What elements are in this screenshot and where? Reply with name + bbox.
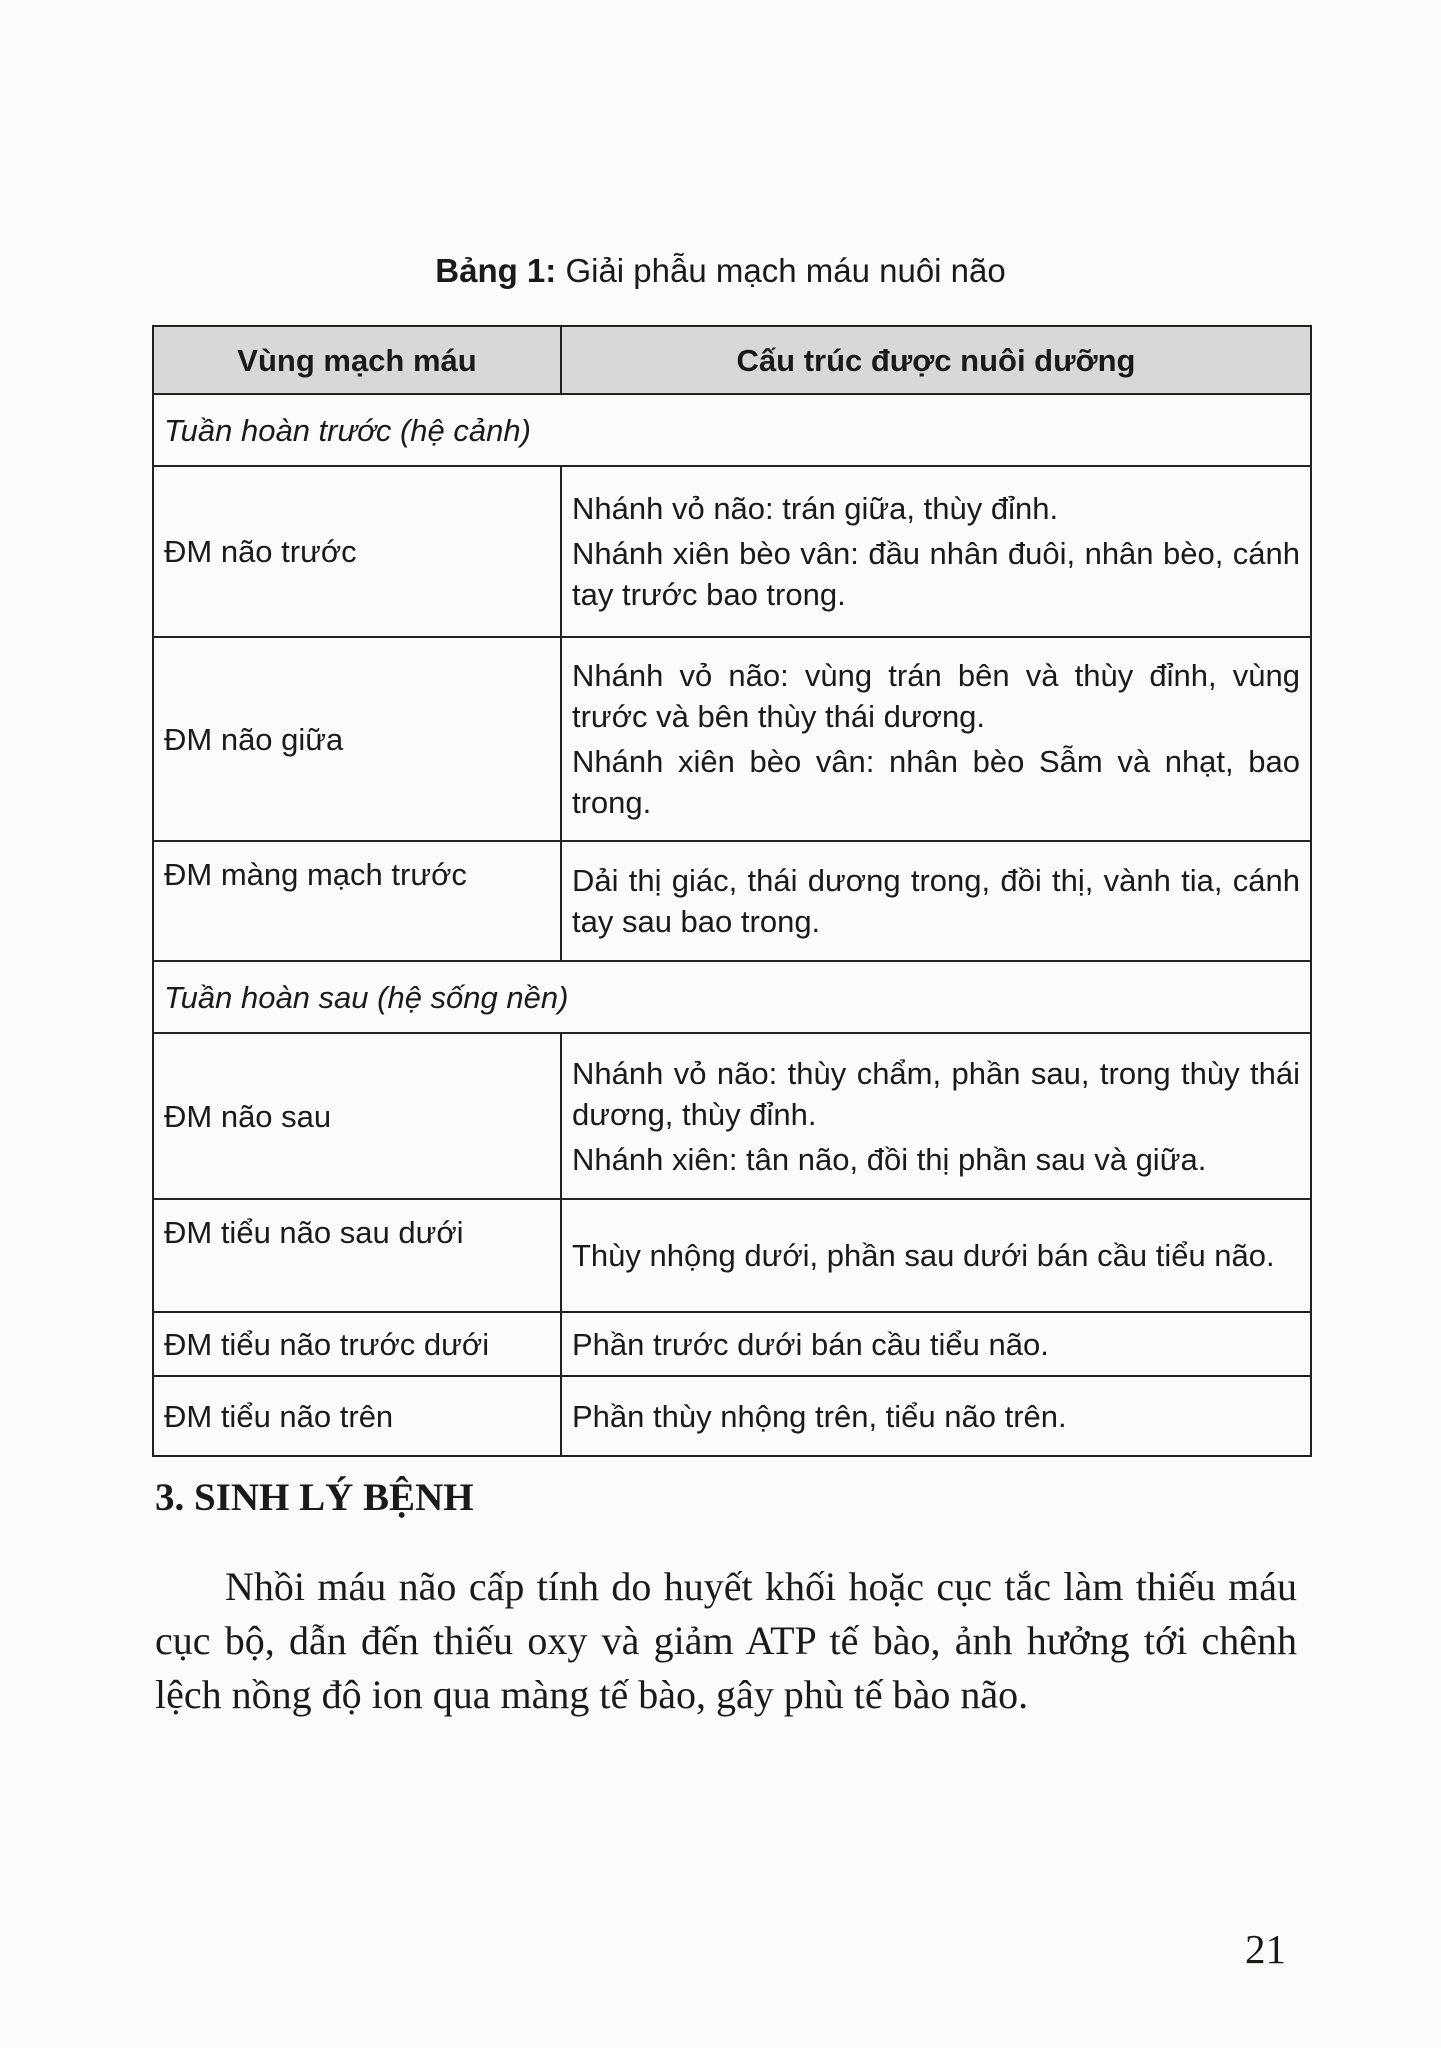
table-row [153, 1199, 1311, 1312]
vessel-name: ĐM não giữa [153, 637, 561, 841]
table-row [153, 1033, 1311, 1199]
section-row [153, 961, 1311, 1033]
body-paragraph: Nhồi máu não cấp tính do huyết khối hoặc cục tắc làm thiếu máu cục bộ, dẫn đến thiếu oxy và giảm ATP tế bào, ảnh hưởng tới chênh lệch nồng độ ion qua màng tế bào, gây phù tế bào não. [155, 1564, 1297, 1717]
section-title: Tuần hoàn sau (hệ sống nền) [153, 961, 1311, 1033]
structure-cell [561, 637, 1311, 841]
vessel-name: ĐM tiểu não sau dưới [153, 1199, 561, 1312]
structure-cell [561, 1033, 1311, 1199]
section-title: Tuần hoàn trước (hệ cảnh) [153, 394, 1311, 466]
vessel-name: ĐM não sau [153, 1033, 561, 1199]
table-header-row [153, 326, 1311, 394]
structure-text: Phần thùy nhộng trên, tiểu não trên. [572, 1398, 1067, 1434]
page-number: 21 [1245, 1926, 1286, 1972]
structure-cell [561, 1312, 1311, 1376]
structure-cell [561, 1199, 1311, 1312]
section-row [153, 394, 1311, 466]
table-caption [0, 252, 1441, 290]
table-row [153, 1376, 1311, 1456]
vessel-name: ĐM não trước [153, 466, 561, 637]
structure-cell [561, 466, 1311, 637]
structure-text: Nhánh vỏ não: thùy chẩm, phần sau, trong thùy thái dương, thùy đỉnh. [572, 1055, 1300, 1132]
table-row [153, 1312, 1311, 1376]
table-caption-text: Giải phẫu mạch máu nuôi não [565, 252, 1006, 289]
table-caption-label: Bảng 1: [435, 252, 557, 289]
section-heading: 3. SINH LÝ BỆNH [155, 1476, 474, 1519]
table-row [153, 637, 1311, 841]
structure-text: Nhánh vỏ não: vùng trán bên và thùy đỉnh, vùng trước và bên thùy thái dương. [572, 658, 1300, 734]
structure-text: Thùy nhộng dưới, phần sau dưới bán cầu tiểu não. [572, 1238, 1275, 1273]
structure-text: Nhánh xiên: tân não, đồi thị phần sau và giữa. [572, 1141, 1207, 1177]
structure-cell [561, 841, 1311, 961]
table-row [153, 466, 1311, 637]
structure-text: Dải thị giác, thái dương trong, đồi thị, vành tia, cánh tay sau bao trong. [572, 863, 1300, 939]
column-header-structure: Cấu trúc được nuôi dưỡng [561, 326, 1311, 394]
vessel-name: ĐM tiểu não trước dưới [153, 1312, 561, 1376]
vessel-name: ĐM màng mạch trước [153, 841, 561, 961]
structure-text: Nhánh xiên bèo vân: nhân bèo Sẫm và nhạt, bao trong. [572, 744, 1300, 820]
vessel-name: ĐM tiểu não trên [153, 1376, 561, 1456]
anatomy-table [152, 325, 1312, 1457]
structure-text: Phần trước dưới bán cầu tiểu não. [572, 1326, 1049, 1362]
structure-cell [561, 1376, 1311, 1456]
column-header-vessel: Vùng mạch máu [153, 326, 561, 394]
structure-text: Nhánh xiên bèo vân: đầu nhân đuôi, nhân bèo, cánh tay trước bao trong. [572, 536, 1300, 612]
table-row [153, 841, 1311, 961]
structure-text: Nhánh vỏ não: trán giữa, thùy đỉnh. [572, 491, 1059, 526]
